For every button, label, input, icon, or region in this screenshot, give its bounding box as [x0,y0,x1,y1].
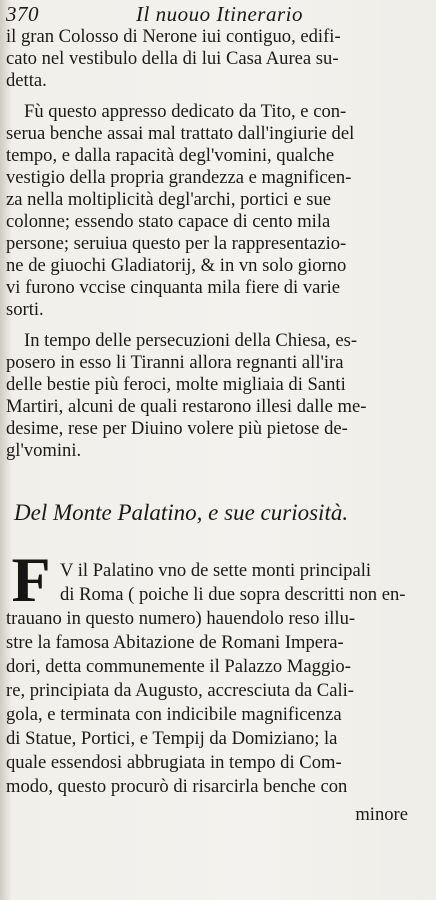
text-line: ne de giuochi Gladiatorij, & in vn solo giorno [6,255,347,276]
text-line: desime, rese per Diuino volere più pietose de- [6,418,348,439]
section-heading: Del Monte Palatino, e sue curiosità. [14,500,349,525]
text-line: stre la famosa Abitazione de Romani Impera- [6,632,344,653]
text-line: di Statue, Portici, e Tempij da Domiziano; la [6,728,338,749]
text-line: vi furono vccise cinquanta mila fiere di varie [6,277,341,298]
text-line: delle bestie più feroci, molte migliaia di Santi [6,374,346,395]
text-line: il gran Colosso di Nerone iui contiguo, edifi- [6,26,341,47]
text-line: modo, questo procurò di risarcirla benche con [6,776,348,797]
text-line: detta. [6,70,47,91]
text-line: dori, detta communemente il Palazzo Maggio- [6,656,351,677]
text-line: trauano in questo numero) hauendolo reso illu- [6,608,356,629]
text-line: Fù questo appresso dedicato da Tito, e con- [24,101,347,122]
text-line: cato nel vestibulo della di lui Casa Aurea su- [6,48,339,69]
text-line: colonne; essendo stato capace di cento mila [6,211,331,232]
page-header [6,2,426,24]
text-line: persone; seruiua questo per la rappresentazio- [6,233,347,254]
text-line: tempo, e dalla rapacità degl'vomini, qualche [6,145,335,166]
text-line: quale essendosi abbrugiata in tempo di Com- [6,752,342,773]
catchword: minore [355,804,408,825]
text-line: sorti. [6,299,44,320]
text-line: serua benche assai mal trattato dall'ingiurie del [6,123,355,144]
running-title: Il nuouo Itinerario [136,2,303,26]
text-line: Martiri, alcuni de quali restarono illesi dalle me- [6,396,367,417]
text-line: posero in esso li Tiranni allora regnanti all'ira [6,352,344,373]
page-number: 370 [6,2,39,26]
text-line: In tempo delle persecuzioni della Chiesa, es- [24,330,358,351]
text-line: za nella moltiplicità degl'archi, portici e sue [6,189,332,210]
text-line: vestigio della propria grandezza e magnificen- [6,167,352,188]
text-line: V il Palatino vno de sette monti principali [60,560,372,581]
text-line: gola, e terminata con indicibile magnificenza [6,704,342,725]
text-line: gl'vomini. [6,440,82,461]
drop-cap: F [11,544,51,615]
text-line: di Roma ( poiche li due sopra descritti non en- [60,584,406,605]
text-line: re, principiata da Augusto, accresciuta da Cali- [6,680,354,701]
